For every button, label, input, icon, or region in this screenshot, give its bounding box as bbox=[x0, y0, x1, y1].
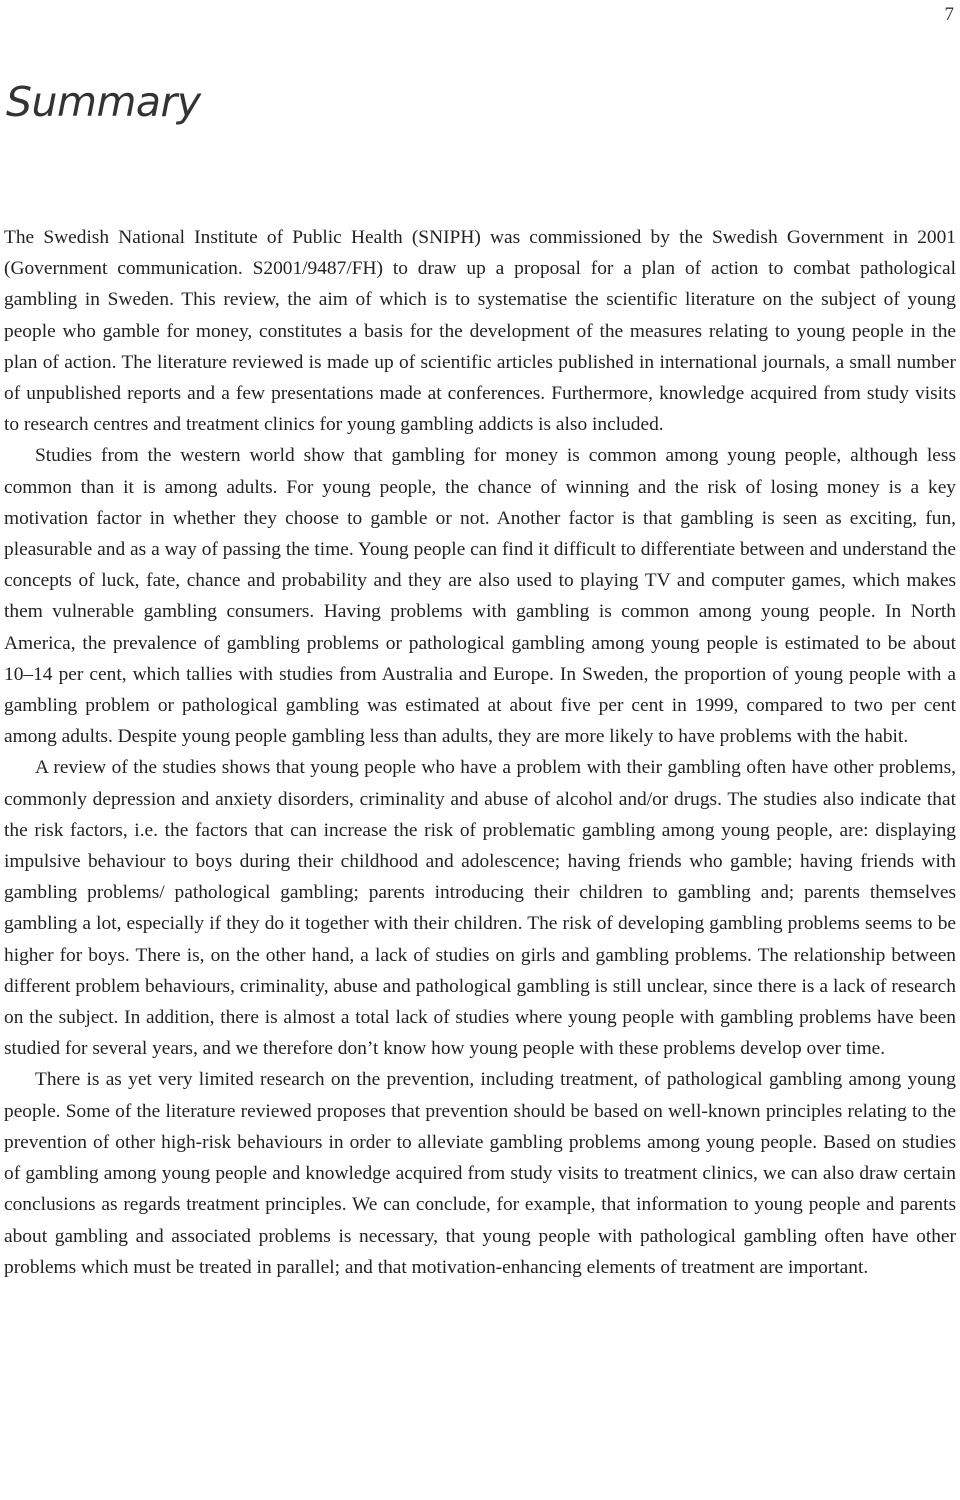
page-number: 7 bbox=[944, 4, 954, 25]
page-title: Summary bbox=[6, 78, 201, 126]
paragraph-4: There is as yet very limited research on the prevention, including treatment, of pathological gambling among young people. Some of the literature reviewed proposes that prevention should be based on well-known principles relating to the prevention of other high-risk behaviours in order to alleviate gambling problems among young people. Based on studies of gambling among young people and knowledge acquired from study visits to treatment clinics, we can also draw certain conclusions as regards treatment principles. We can conclude, for example, that information to young people and parents about gambling and associated problems is necessary, that young people with pathological gambling often have other problems which must be treated in parallel; and that motivation-enhancing elements of treatment are important. bbox=[4, 1069, 956, 1278]
paragraph-2: Studies from the western world show that gambling for money is common among young people, although less common than it is among adults. For young people, the chance of winning and the risk of losing money is a key motivation factor in whether they choose to gamble or not. Another factor is that gambling is seen as exciting, fun, pleasurable and as a way of passing the time. Young people can find it difficult to differentiate between and understand the concepts of luck, fate, chance and probability and they are also used to playing TV and computer games, which makes them vulnerable gambling consumers. Having problems with gambling is common among young people. In North America, the prevalence of gambling problems or pathological gambling among young people is estimated to be about 10–14 per cent, which tallies with studies from Australia and Europe. In Sweden, the proportion of young people with a gambling problem or pathological gambling was estimated at about five per cent in 1999, compared to two per cent among adults. Despite young people gambling less than adults, they are more likely to have problems with the habit. bbox=[4, 445, 956, 748]
paragraph-1: The Swedish National Institute of Public Health (SNIPH) was commissioned by the Swedish Government in 2001 (Government communication. S2001/9487/FH) to draw up a proposal for a plan of action to combat pathological gambling in Sweden. This review, the aim of which is to systematise the scientific literature on the subject of young people who gamble for money, constitutes a basis for the development of the measures relating to young people in the plan of action. The literature reviewed is made up of scientific articles published in international journals, a small number of unpublished reports and a few presentations made at conferences. Furthermore, knowledge acquired from study visits to research centres and treatment clinics for young gambling addicts is also included. bbox=[4, 227, 956, 436]
paragraph-3: A review of the studies shows that young people who have a problem with their gambling often have other problems, commonly depression and anxiety disorders, criminality and abuse of alcohol and/or drugs. The studies also indicate that the risk factors, i.e. the factors that can increase the risk of problematic gambling among young people, are: displaying impulsive behaviour to boys during their childhood and adolescence; having friends who gamble; having friends with gambling problems/ pathological gambling; parents introducing their children to gambling and; parents themselves gambling a lot, especially if they do it together with their children. The risk of developing gambling problems seems to be higher for boys. There is, on the other hand, a lack of studies on girls and gambling problems. The relationship between different problem behaviours, criminality, abuse and pathological gambling is still unclear, since there is a lack of research on the subject. In addition, there is almost a total lack of studies where young people with gambling problems have been studied for several years, and we therefore don’t know how young people with these problems develop over time. bbox=[4, 757, 956, 1060]
summary-body bbox=[4, 222, 956, 1283]
